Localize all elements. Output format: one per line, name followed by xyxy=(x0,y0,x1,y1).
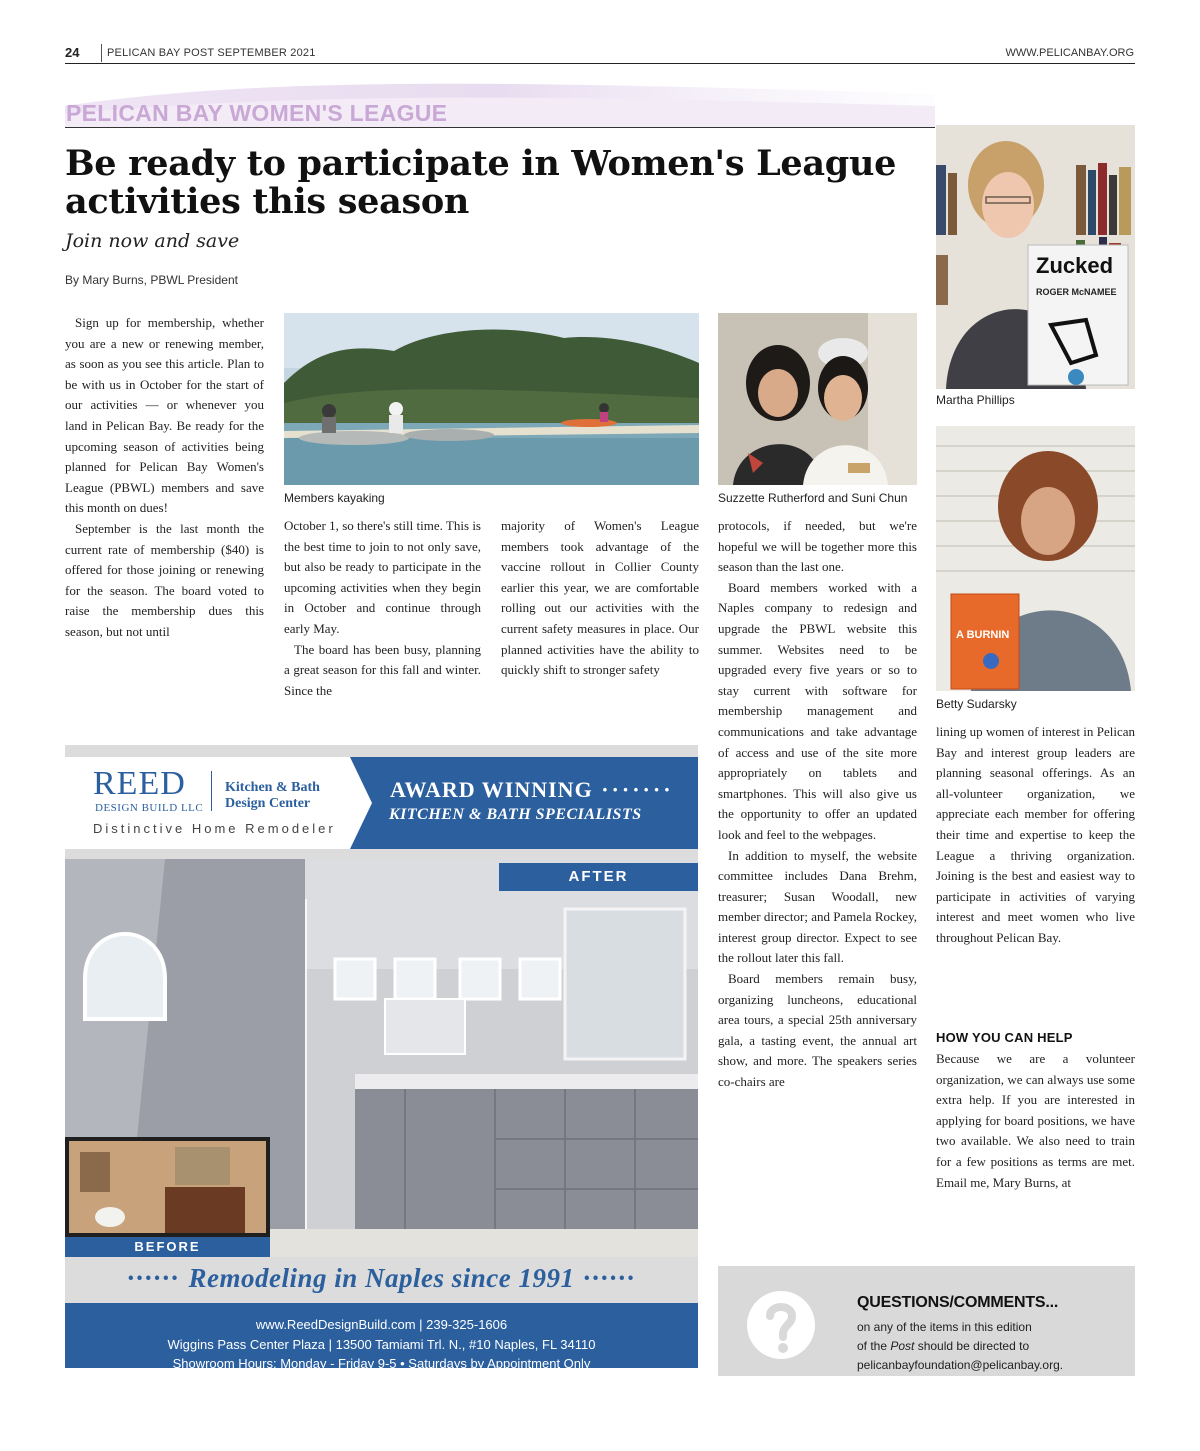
betty-photo xyxy=(936,426,1135,691)
paragraph: Board members remain busy, organizing luncheons, educational area tours, a special 25th anniversary gala, a tasting event, the annual art show, and more. The speakers series co-chairs are xyxy=(718,971,917,1090)
questions-line1: on any of the items in this edition xyxy=(857,1320,1032,1334)
women-caption: Suzzette Rutherford and Suni Chun xyxy=(718,491,908,505)
questions-text xyxy=(857,1318,1063,1375)
questions-line2-em: Post xyxy=(890,1339,915,1353)
betty-caption: Betty Sudarsky xyxy=(936,697,1017,711)
martha-photo xyxy=(936,125,1135,389)
ad-after-label: AFTER xyxy=(499,863,698,891)
questions-line2-post: should be directed to xyxy=(914,1339,1030,1353)
questions-line2 xyxy=(857,1337,1063,1356)
question-mark-icon xyxy=(746,1290,816,1360)
section-title: PELICAN BAY WOMEN'S LEAGUE xyxy=(66,100,448,126)
ad-before-label: BEFORE xyxy=(65,1237,270,1257)
ad-award-banner xyxy=(350,757,698,849)
ad-logo-kitchen-bath xyxy=(225,780,320,812)
questions-line2-pre: of the xyxy=(857,1339,891,1353)
paragraph: Board members worked with a Naples company to redesign and upgrade the PBWL website this summer. Websites need to be upgraded every five years or so to stay current with software for membership management and communications and take advantage of access and use of the site more appropriately on tablets and smartphones. This will also give us the opportunity to offer an updated look and feel to the webpages. xyxy=(718,579,917,842)
ad-logo-sub: DESIGN BUILD LLC xyxy=(95,802,204,814)
ad-tagline: Distinctive Home Remodeler xyxy=(93,821,336,836)
paragraph: September is the last month the current rate of membership ($40) is offered for those joining or renewing for the season. The board voted to raise the membership dues this season, but not until xyxy=(65,520,264,639)
article-column-1 xyxy=(65,313,264,643)
article-column-5b xyxy=(936,1049,1135,1193)
book-author: ROGER McNAMEE xyxy=(1036,287,1117,297)
martha-caption: Martha Phillips xyxy=(936,393,1015,407)
article-column-5 xyxy=(936,722,1135,949)
website-link[interactable]: WWW.PELICANBAY.ORG xyxy=(1005,47,1134,59)
paragraph: Sign up for membership, whether you are a new or renewing member, as soon as you see this article. Plan to be with us in October for the start of our activities — or whenever you land in Pelican Bay. Be ready for the upcoming season of activities being planned for Pelican Bay Women's League (PBWL) members and save this month on dues! xyxy=(65,315,264,516)
article-column-2 xyxy=(284,516,481,701)
book-title-burning: A BURNIN xyxy=(956,629,1010,641)
page-number: 24 xyxy=(65,45,80,60)
header-rule xyxy=(65,63,1135,64)
ad-info-license: Florida Licensed Contractor CBC1259565 xyxy=(260,1375,503,1391)
ad-remodel-text: Remodeling in Naples since 1991 xyxy=(188,1263,575,1293)
ad-contact-info xyxy=(65,1303,698,1391)
ad-info-web-phone[interactable]: www.ReedDesignBuild.com | 239-325-1606 xyxy=(255,1317,508,1332)
paragraph: The board has been busy, planning a great season for this fall and winter. Since the xyxy=(284,641,481,698)
questions-email[interactable]: pelicanbayfoundation@pelicanbay.org. xyxy=(857,1358,1064,1372)
ad-info-address: Wiggins Pass Center Plaza | 13500 Tamiami Trl. N., #10 Naples, FL 34110 xyxy=(167,1336,596,1352)
article-headline: Be ready to participate in Women's League activities this season xyxy=(65,143,897,222)
ad-info-hours: Showroom Hours: Monday - Friday 9-5 • Saturdays by Appointment Only xyxy=(172,1356,591,1371)
ad-remodel-line: ······ Remodeling in Naples since 1991 ······ xyxy=(127,1263,636,1293)
ad-award-text: AWARD WINNING ······· xyxy=(390,777,674,802)
article-column-4 xyxy=(718,516,917,1093)
paragraph: Because we are a volunteer organization, we can always use some extra help. If you are interested in applying for board positions, we have two available. We also need to train for a few positions as terms are met. Email me, Mary Burns, at xyxy=(936,1051,1135,1190)
paragraph: In addition to myself, the website committee includes Dana Brehm, treasurer; Susan Woodall, new member director; and Pamela Rockey, interest group director. Expect to see the rollout later this fall. xyxy=(718,847,917,966)
paragraph: protocols, if needed, but we're hopeful we will be together more this season than the last one. xyxy=(718,518,917,575)
ad-logo-divider xyxy=(211,771,212,811)
publication-line: PELICAN BAY POST SEPTEMBER 2021 xyxy=(107,47,316,59)
ad-logo-kb-line1: Kitchen & Bath xyxy=(225,780,320,795)
paragraph: majority of Women's League members took advantage of the vaccine rollout in Collier County earlier this year, we are comfortable rolling out our activities with the current safety measures in place. Our planned activities have the ability to quickly shift to stronger safety xyxy=(501,518,699,678)
questions-title: QUESTIONS/COMMENTS... xyxy=(857,1294,1059,1311)
questions-comments-box xyxy=(718,1266,1135,1376)
ad-specialists: KITCHEN & BATH SPECIALISTS xyxy=(389,806,642,823)
ad-before-photo xyxy=(65,1137,270,1237)
ad-logo-name: REED xyxy=(93,765,186,802)
article-column-3 xyxy=(501,516,699,681)
article-subhead: Join now and save xyxy=(65,230,240,252)
women-photo xyxy=(718,313,917,485)
book-title-zucked: Zucked xyxy=(1036,253,1114,278)
kayak-caption: Members kayaking xyxy=(284,491,385,505)
paragraph: lining up women of interest in Pelican Bay and interest group leaders are planning seasonal offerings. As an all-volunteer organization, we appreciate each member for offering their time and expertise to keep the League a thriving organization. Joining is the best and easiest way to participate in activities of varying interest and meet women who live throughout Pelican Bay. xyxy=(936,724,1135,945)
section-rule xyxy=(65,127,935,128)
article-byline: By Mary Burns, PBWL President xyxy=(65,273,238,287)
ad-award-label: AWARD WINNING xyxy=(390,777,593,802)
kayak-photo xyxy=(284,313,699,485)
how-you-can-help-heading: HOW YOU CAN HELP xyxy=(936,1030,1073,1045)
ad-logo-kb-line2: Design Center xyxy=(225,796,311,811)
header-divider xyxy=(101,44,102,62)
paragraph: October 1, so there's still time. This is the best time to join to not only save, but also be ready to participate in the upcoming activities when they begin in October and continue through early May. xyxy=(284,518,481,636)
reed-design-ad[interactable] xyxy=(65,745,698,1391)
